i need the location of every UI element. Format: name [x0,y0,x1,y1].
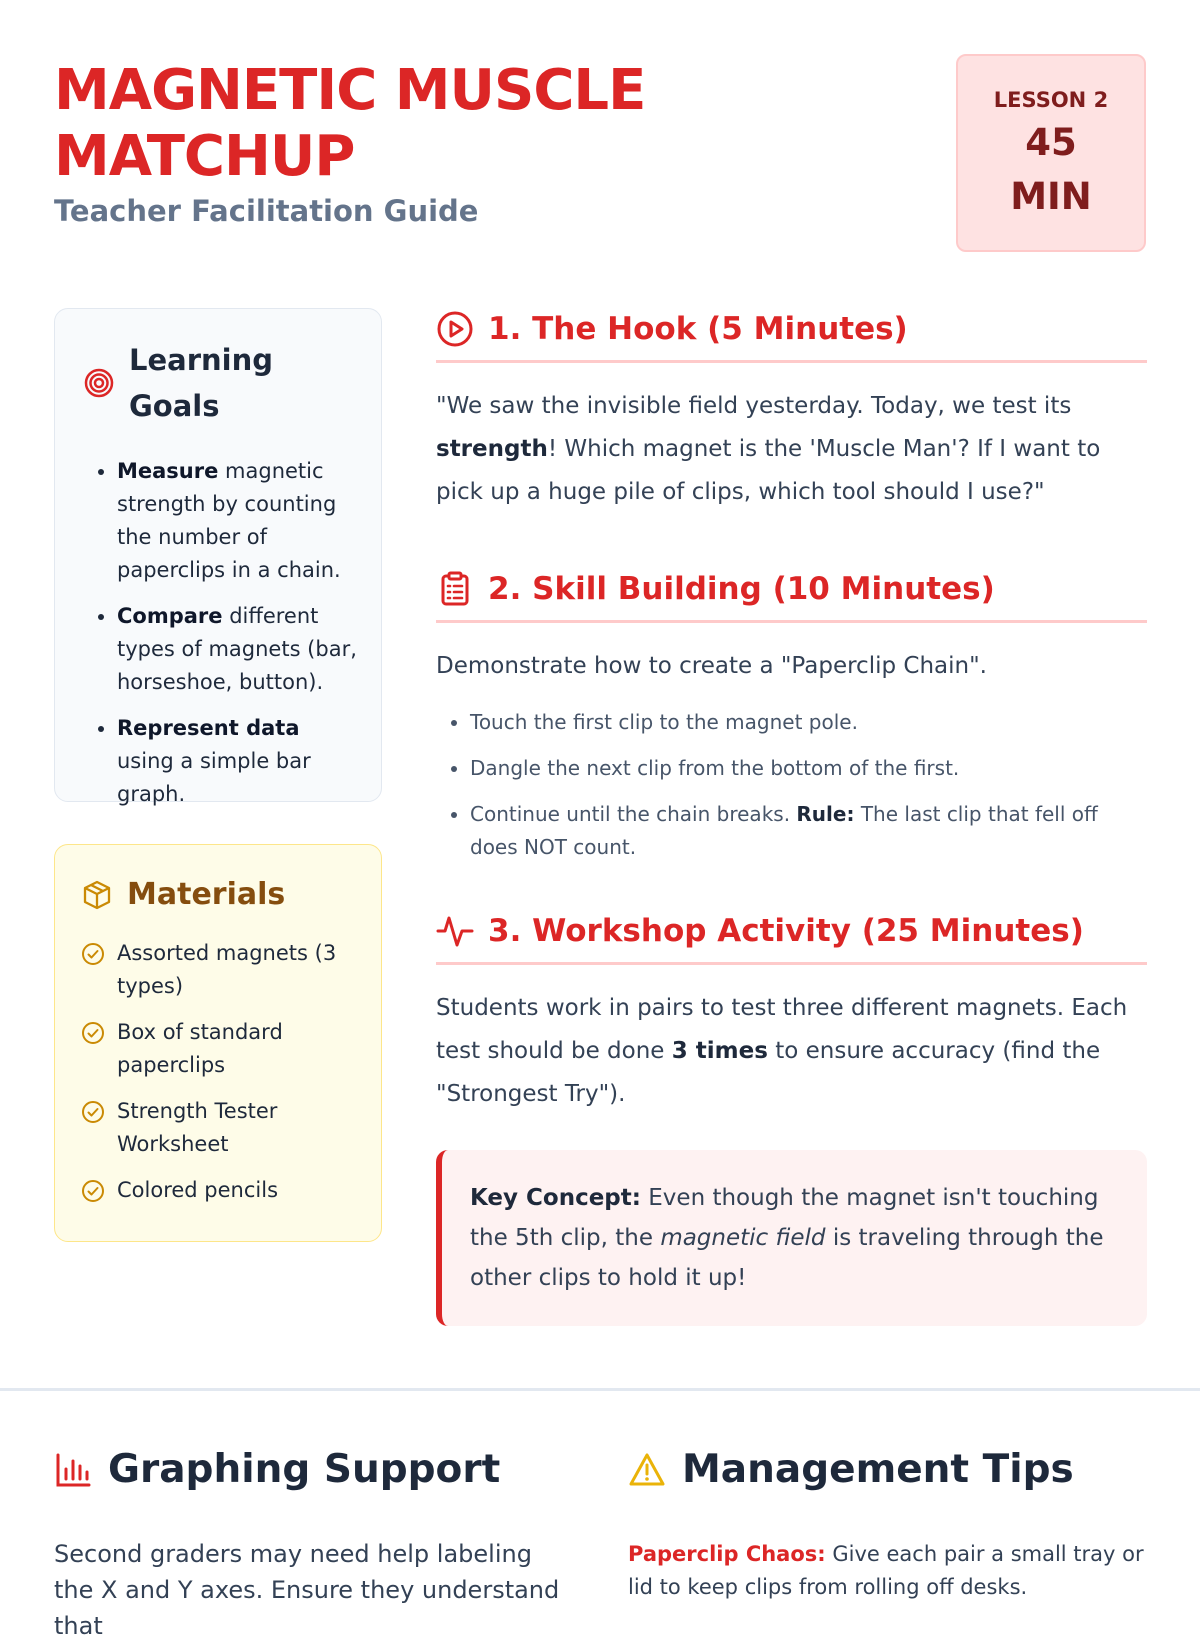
management-tips-heading: Management Tips [682,1447,1074,1492]
goal-keyword: Measure [117,459,219,483]
main-content [436,306,1147,1326]
workshop-text [436,987,1147,1116]
goal-keyword: Represent data [117,716,300,740]
lesson-badge [956,54,1146,252]
check-circle-icon [81,942,105,966]
duration-value: 45 [1025,121,1077,164]
box-icon [81,879,113,911]
step-text: Continue until the chain breaks. [470,802,797,826]
rule-label: Rule: [796,802,855,826]
check-circle-icon [81,1021,105,1045]
duration-unit: MIN [1010,175,1092,218]
workshop-text-bold: 3 times [671,1038,768,1064]
workshop-text-part: to ensure accuracy (find the "Strongest Try"). [436,1038,1101,1107]
target-icon [83,367,115,399]
management-tips-section [628,1442,1148,1604]
key-concept-term: magnetic field [660,1225,826,1251]
list-item [117,455,357,587]
title-line-2: MATCHUP [54,124,355,189]
workshop-heading: 3. Workshop Activity (25 Minutes) [488,913,1084,949]
activity-icon [436,912,474,950]
graphing-support-section [54,1442,574,1644]
tip-label: Paperclip Chaos: [628,1542,826,1566]
graphing-support-header [54,1442,574,1498]
hook-text-part: ! Which magnet is the 'Muscle Man'? If I want to pick up a huge pile of clips, which tool should I use?" [436,436,1101,505]
key-concept-callout [436,1150,1147,1326]
learning-goals-card [54,308,382,806]
hook-header [436,306,1147,363]
management-tip [628,1538,1148,1604]
graphing-support-text: Second graders may need help labeling the X and Y axes. Ensure they understand that [54,1540,560,1640]
hook-text [436,385,1147,514]
tip-text: Give each pair a small tray or lid to keep clips from rolling off desks. [628,1542,1144,1599]
list-item [81,1095,357,1161]
list-item [117,712,357,811]
list-item [81,1016,357,1082]
page-subtitle: Teacher Facilitation Guide [54,194,479,228]
list-item [81,1174,357,1207]
hook-heading: 1. The Hook (5 Minutes) [488,311,908,347]
hook-text-bold: strength [436,436,548,462]
workshop-section [436,908,1147,1326]
list-item [81,937,357,1003]
graphing-support-heading: Graphing Support [108,1447,501,1492]
materials-heading: Materials [127,877,286,912]
title-line-1: MAGNETIC MUSCLE [54,58,646,123]
learning-goals-list [83,455,357,811]
materials-card [54,844,382,1242]
hook-section [436,306,1147,514]
key-concept-label: Key Concept: [470,1185,641,1211]
workshop-text-part: Students work in pairs to test three different magnets. Each test should be done [436,995,1128,1064]
warning-icon [628,1451,666,1489]
lesson-duration [958,116,1144,224]
hook-text-part: "We saw the invisible field yesterday. Today, we test its [436,393,1072,419]
list-item: • Touch the first clip to the magnet pole. [470,706,1147,739]
material-text: Strength Tester Worksheet [117,1099,278,1156]
material-text: Box of standard paperclips [117,1020,283,1077]
skill-intro: Demonstrate how to create a "Paperclip Chain". [436,653,987,679]
page-header [54,58,914,228]
list-item: • Dangle the next clip from the bottom of the first. [470,752,1147,785]
learning-goals-header [83,337,357,429]
materials-list [81,937,357,1207]
management-tips-header [628,1442,1148,1498]
key-concept-text: Even though the magnet isn't touching the 5th clip, the [470,1185,1099,1251]
goal-text: using a simple bar graph. [117,749,311,806]
skill-heading: 2. Skill Building (10 Minutes) [488,571,995,607]
learning-goals-heading-line-1: Learning [129,343,274,377]
learning-goals-heading-line-2: Goals [129,389,220,423]
page-title [54,58,914,190]
skill-header [436,566,1147,623]
material-text: Colored pencils [117,1178,279,1202]
workshop-header [436,908,1147,965]
bar-chart-icon [54,1451,92,1489]
skill-section [436,566,1147,864]
play-circle-icon [436,310,474,348]
clipboard-icon [436,570,474,608]
skill-steps [436,706,1147,864]
step-text: The last clip that fell off does NOT count. [470,802,1098,859]
check-circle-icon [81,1179,105,1203]
check-circle-icon [81,1100,105,1124]
learning-goals-heading [129,337,273,429]
list-item [470,798,1147,864]
materials-header [81,873,357,917]
list-item [117,600,357,699]
goal-text: different types of magnets (bar, horseshoe, button). [117,604,357,694]
material-text: Assorted magnets (3 types) [117,941,337,998]
key-concept-text: is traveling through the other clips to hold it up! [470,1225,1104,1291]
lesson-number: LESSON 2 [993,88,1109,112]
section-divider [0,1388,1200,1391]
goal-text: magnetic strength by counting the number of paperclips in a chain. [117,459,341,582]
goal-keyword: Compare [117,604,223,628]
